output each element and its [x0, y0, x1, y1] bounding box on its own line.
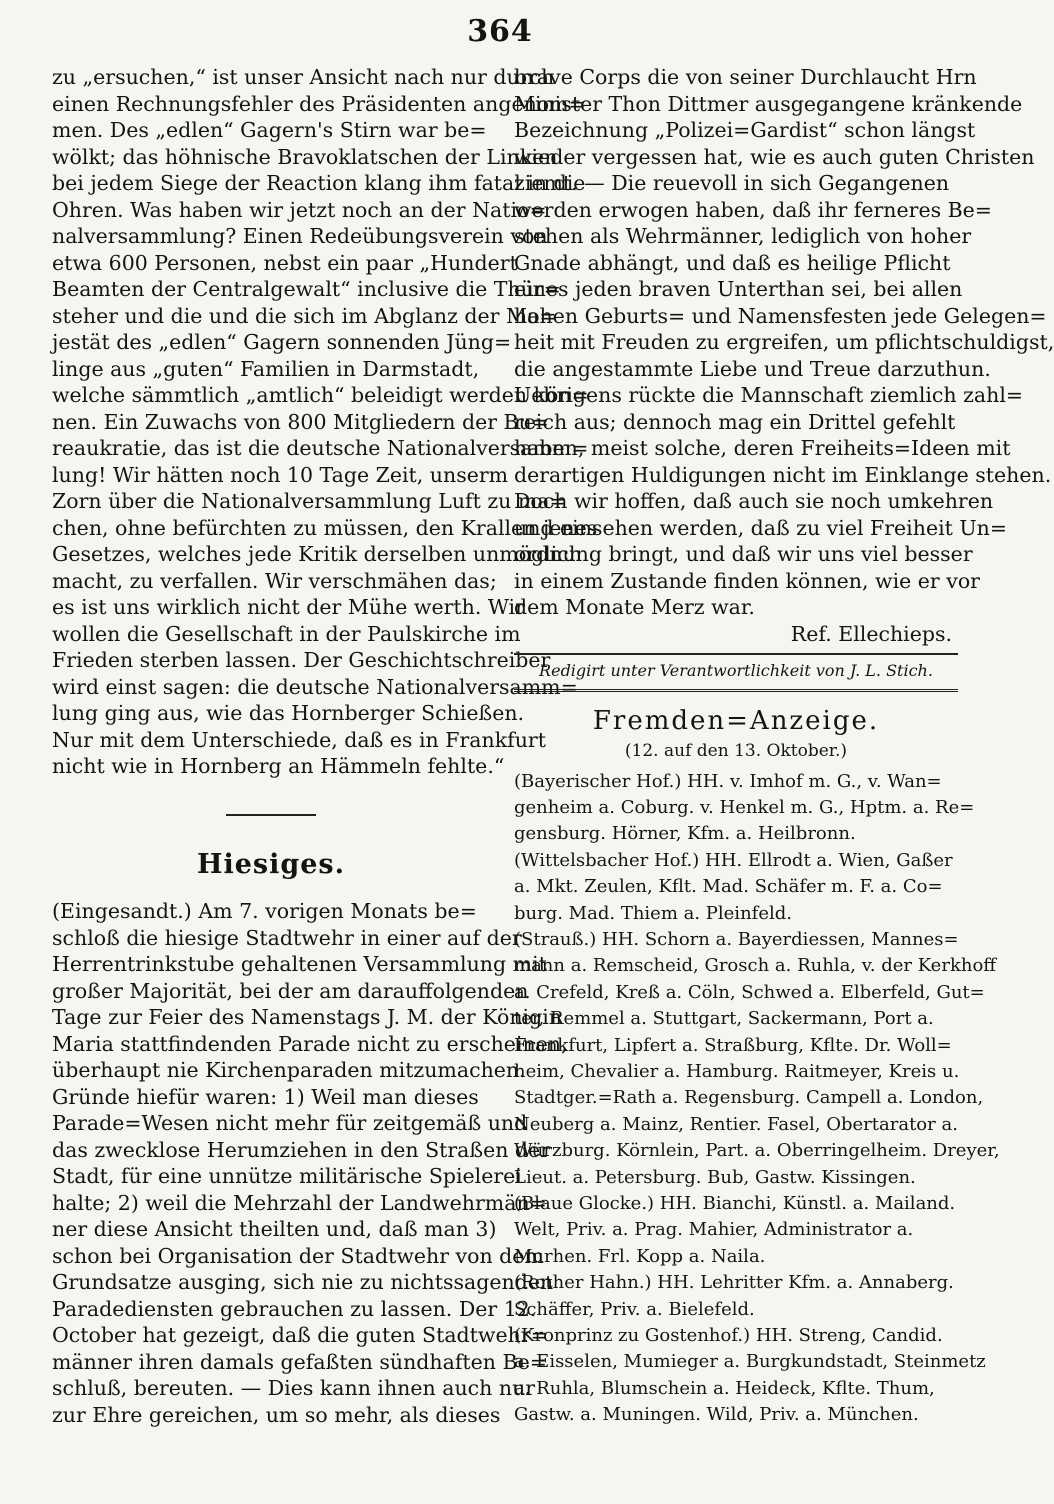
- text-line: (Eingesandt.) Am 7. vorigen Monats be=: [52, 899, 477, 923]
- text-line: es ist uns wirklich nicht der Mühe werth. Wir: [52, 595, 525, 619]
- anzeige-entry-line: (Rother Hahn.) HH. Lehritter Kfm. a. Annaberg.: [514, 1272, 954, 1294]
- text-line: schloß die hiesige Stadtwehr in einer auf der: [52, 925, 522, 950]
- anzeige-entry-line: Murhen. Frl. Kopp a. Naila.: [514, 1245, 766, 1267]
- text-line: Parade=Wesen nicht mehr für zeitgemäß und: [52, 1111, 528, 1135]
- left-column: [52, 64, 598, 1428]
- text-line: Gnade abhängt, und daß es heilige Pflicht: [514, 250, 951, 275]
- text-line: wollen die Gesellschaft in der Paulskirche im: [52, 621, 521, 646]
- text-line: Beamten der Centralgewalt“ inclusive die Thür=: [52, 277, 561, 301]
- text-line: Minister Thon Dittmer ausgegangene kränkende: [514, 91, 1023, 116]
- text-line: lung ging aus, wie das Hornberger Schießen.: [52, 701, 525, 725]
- text-line: schon bei Organisation der Stadtwehr von dem: [52, 1243, 544, 1268]
- text-line: und einsehen werden, daß zu viel Freiheit Un=: [514, 515, 1008, 540]
- article-signature: Ref. Ellechieps.: [790, 621, 952, 646]
- text-line: Frieden sterben lassen. Der Geschichtschreiber: [52, 648, 551, 672]
- anzeige-entry-line: a. Eisselen, Mumieger a. Burgkundstadt, Steinmetz: [514, 1351, 986, 1373]
- anzeige-date: (12. auf den 13. Oktober.): [624, 741, 848, 761]
- text-line: heit mit Freuden zu ergreifen, um pflichtschuldigst,: [514, 330, 1054, 354]
- page-number: 364: [467, 14, 533, 49]
- text-line: Maria stattfindenden Parade nicht zu erscheinen,: [52, 1031, 568, 1056]
- text-line: linge aus „guten“ Familien in Darmstadt,: [52, 356, 480, 381]
- text-line: überhaupt nie Kirchenparaden mitzumachen.: [52, 1058, 526, 1082]
- text-line: nen. Ein Zuwachs von 800 Mitgliedern der Bu=: [52, 409, 549, 434]
- text-line: in einem Zustande finden können, wie er vor: [514, 568, 980, 593]
- section-divider: [226, 814, 316, 816]
- section-body: [52, 898, 568, 1428]
- text-line: Nur mit dem Unterschiede, daß es in Frankfurt: [52, 727, 546, 752]
- anzeige-entry-line: gensburg. Hörner, Kfm. a. Heilbronn.: [514, 823, 856, 845]
- text-line: Doch wir hoffen, daß auch sie noch umkehren: [514, 489, 994, 513]
- text-line: schluß, bereuten. — Dies kann ihnen auch nur: [52, 1376, 536, 1400]
- anzeige-entry-line: a. Crefeld, Kreß a. Cöln, Schwed a. Elberfeld, Gut=: [514, 981, 985, 1003]
- text-line: steher und die und die sich im Abglanz der Ma=: [52, 303, 557, 328]
- anzeige-entry-line: mann a. Remscheid, Grosch a. Ruhla, v. der Kerkhoff: [514, 955, 997, 977]
- text-line: Stadt, für eine unnütze militärische Spielerei: [52, 1164, 522, 1188]
- text-line: Grundsatze ausging, sich nie zu nichtssagenden: [52, 1270, 554, 1294]
- text-line: ziemt. — Die reuevoll in sich Gegangenen: [514, 171, 950, 195]
- text-line: nalversammlung? Einen Redeübungsverein von: [52, 224, 548, 248]
- text-line: jestät des „edlen“ Gagern sonnenden Jüng=: [52, 330, 512, 354]
- anzeige-entry-line: (Kronprinz zu Gostenhof.) HH. Streng, Candid.: [514, 1325, 943, 1347]
- text-line: zur Ehre gereichen, um so mehr, als dieses: [52, 1402, 501, 1427]
- anzeige-list: [514, 769, 1000, 1429]
- text-line: nicht wie in Hornberg an Hämmeln fehlte.“: [52, 754, 505, 778]
- text-line: Gesetzes, welches jede Kritik derselben unmöglich: [52, 542, 582, 566]
- text-line: macht, zu verfallen. Wir verschmähen das;: [52, 568, 497, 593]
- text-line: hohen Geburts= und Namensfesten jede Gelegen=: [514, 303, 1047, 328]
- text-line: wird einst sagen: die deutsche Nationalversamm=: [52, 674, 578, 699]
- text-line: October hat gezeigt, daß die guten Stadtwehr=: [52, 1323, 548, 1347]
- text-line: einen Rechnungsfehler des Präsidenten angenom=: [52, 91, 586, 116]
- anzeige-entry-line: a. Mkt. Zeulen, Kflt. Mad. Schäfer m. F. a. Co=: [514, 876, 943, 898]
- anzeige-entry-line: a. Ruhla, Blumschein a. Heideck, Kflte. Thum,: [514, 1377, 935, 1399]
- anzeige-entry-line: ter, Remmel a. Stuttgart, Sackermann, Port a.: [514, 1008, 934, 1030]
- text-line: Bezeichnung „Polizei=Gardist“ schon längst: [514, 118, 976, 142]
- text-line: Uebrigens rückte die Mannschaft ziemlich zahl=: [514, 383, 1024, 407]
- text-line: chen, ohne befürchten zu müssen, den Krallen jenes: [52, 515, 598, 540]
- text-line: männer ihren damals gefaßten sündhaften Be=: [52, 1349, 547, 1374]
- text-line: großer Majorität, bei der am darauffolgenden: [52, 978, 529, 1003]
- text-line: halte; 2) weil die Mehrzahl der Landwehrmän=: [52, 1190, 547, 1215]
- right-column: [514, 64, 1054, 1429]
- anzeige-entry-line: (Strauß.) HH. Schorn a. Bayerdiessen, Mannes=: [514, 928, 959, 950]
- anzeige-entry-line: Frankfurt, Lipfert a. Straßburg, Kflte. Dr. Woll=: [514, 1034, 952, 1056]
- text-line: werden erwogen haben, daß ihr ferneres Be=: [514, 197, 992, 222]
- text-line: welche sämmtlich „amtlich“ beleidigt werden kön=: [52, 383, 589, 407]
- anzeige-entry-line: (Bayerischer Hof.) HH. v. Imhof m. G., v. Wan=: [514, 770, 942, 792]
- text-line: bei jedem Siege der Reaction klang ihm fatal in die: [52, 171, 586, 195]
- anzeige-title: Fremden=Anzeige.: [592, 705, 880, 736]
- text-line: etwa 600 Personen, nebst ein paar „Hundert: [52, 250, 518, 275]
- editor-line: Redigirt unter Verantwortlichkeit von J. L. Stich.: [514, 653, 958, 692]
- text-line: Gründe hiefür waren: 1) Weil man dieses: [52, 1084, 479, 1109]
- text-line: brave Corps die von seiner Durchlaucht Hrn: [514, 65, 977, 89]
- anzeige-entry-line: Neuberg a. Mainz, Rentier. Fasel, Obertarator a.: [514, 1113, 958, 1135]
- text-line: reaukratie, das ist die deutsche Nationalversamm=: [52, 436, 589, 460]
- text-line: ner diese Ansicht theilten und, daß man 3): [52, 1217, 497, 1241]
- text-line: das zwecklose Herumziehen in den Straßen der: [52, 1137, 550, 1162]
- text-line: dem Monate Merz war.: [514, 595, 755, 619]
- text-line: ordnung bringt, und daß wir uns viel besser: [514, 542, 973, 566]
- text-line: eines jeden braven Unterthan sei, bei allen: [514, 277, 963, 301]
- anzeige-entry-line: heim, Chevalier a. Hamburg. Raitmeyer, Kreis u.: [514, 1060, 960, 1082]
- article-continuation: [52, 64, 598, 780]
- anzeige-entry-line: Welt, Priv. a. Prag. Mahier, Administrator a.: [514, 1219, 914, 1241]
- text-line: Herrentrinkstube gehaltenen Versammlung mit: [52, 952, 547, 976]
- text-line: Ohren. Was haben wir jetzt noch an der Natio=: [52, 197, 547, 222]
- text-line: die angestammte Liebe und Treue darzuthun.: [514, 356, 991, 381]
- text-line: wölkt; das höhnische Bravoklatschen der Linken: [52, 144, 558, 169]
- text-line: zu „ersuchen,“ ist unser Ansicht nach nur durch: [52, 65, 555, 89]
- anzeige-entry-line: genheim a. Coburg. v. Henkel m. G., Hptm. a. Re=: [514, 796, 975, 818]
- text-line: stehen als Wehrmänner, lediglich von hoher: [514, 224, 972, 248]
- section-heading: Hiesiges.: [196, 848, 346, 880]
- text-line: Paradediensten gebrauchen zu lassen. Der 12.: [52, 1296, 537, 1321]
- text-line: reich aus; dennoch mag ein Drittel gefehlt: [514, 409, 956, 434]
- anzeige-entry-line: Lieut. a. Petersburg. Bub, Gastw. Kissingen.: [514, 1166, 916, 1188]
- anzeige-entry-line: Stadtger.=Rath a. Regensburg. Campell a. London,: [514, 1087, 984, 1109]
- anzeige-entry-line: (Wittelsbacher Hof.) HH. Ellrodt a. Wien, Gaßer: [514, 849, 953, 871]
- anzeige-entry-line: burg. Mad. Thiem a. Pleinfeld.: [514, 902, 792, 924]
- text-line: Zorn über die Nationalversammlung Luft zu ma=: [52, 489, 567, 513]
- anzeige-entry-line: Schäffer, Priv. a. Bielefeld.: [514, 1298, 755, 1320]
- text-line: Tage zur Feier des Namenstags J. M. der Königin: [52, 1005, 562, 1029]
- text-line: lung! Wir hätten noch 10 Tage Zeit, unserm: [52, 462, 509, 487]
- text-line: wieder vergessen hat, wie es auch guten Christen: [514, 144, 1035, 169]
- text-line: men. Des „edlen“ Gagern's Stirn war be=: [52, 118, 487, 142]
- text-line: haben, meist solche, deren Freiheits=Ideen mit: [514, 436, 1011, 460]
- anzeige-entry-line: Würzburg. Körnlein, Part. a. Oberringelheim. Dreyer,: [514, 1140, 1000, 1162]
- text-line: derartigen Huldigungen nicht im Einklange stehen.: [514, 462, 1052, 487]
- article-continuation-right: [514, 64, 1054, 621]
- anzeige-entry-line: Gastw. a. Muningen. Wild, Priv. a. München.: [514, 1404, 919, 1426]
- anzeige-entry-line: (Blaue Glocke.) HH. Bianchi, Künstl. a. Mailand.: [514, 1193, 956, 1214]
